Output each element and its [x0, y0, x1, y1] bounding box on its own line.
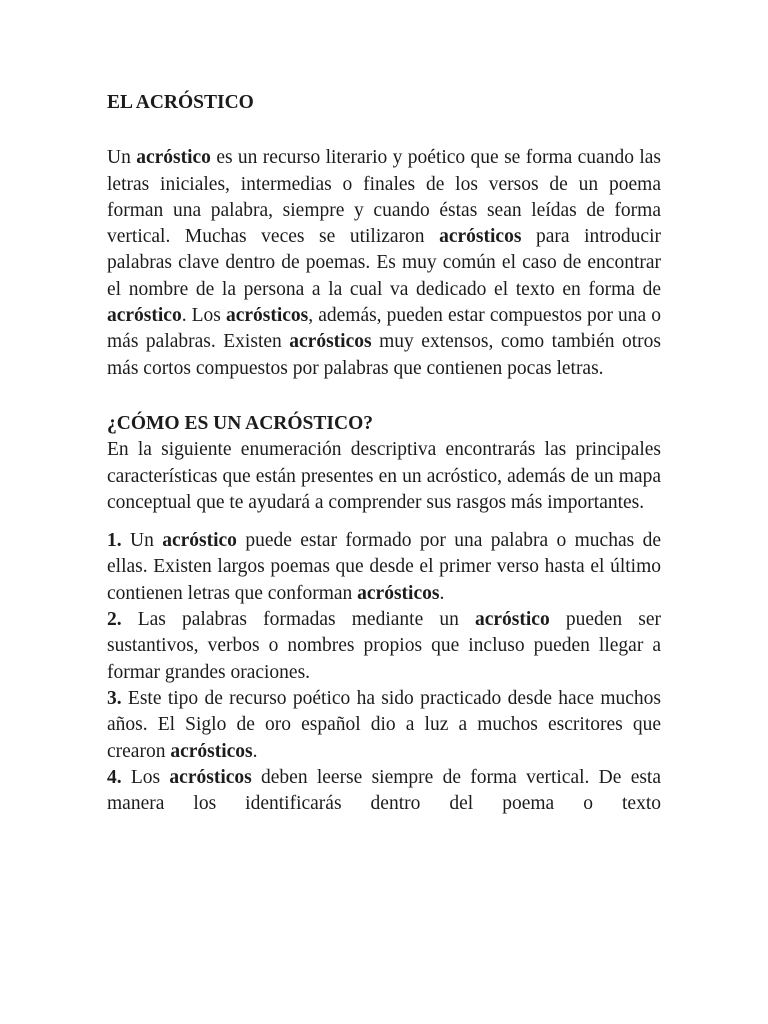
- intro-text: , además, pueden estar compuestos por una o más palabras. Existen: [107, 305, 661, 353]
- list-item: [107, 686, 661, 765]
- list-item-text: pueden ser sustantivos, verbos o nombres propios que incluso pueden llegar a formar grandes oraciones.: [107, 609, 661, 683]
- list-item-text: .: [252, 740, 258, 762]
- intro-keyword: acróstico: [136, 147, 211, 169]
- document-body: [107, 90, 661, 817]
- intro-text: para introducir palabras clave dentro de poemas. Es muy común el caso de encontrar el nombre de la persona a la cual va dedicado el texto en forma de: [107, 226, 661, 300]
- section-intro-paragraph: En la siguiente enumeración descriptiva encontrarás las principales características que están presentes en un acróstico, además de un mapa conceptual que te ayudará a comprender sus rasgos más importantes.: [107, 439, 661, 513]
- list-item-number: 3.: [107, 687, 122, 709]
- list-item: [107, 607, 661, 686]
- intro-text: Un: [107, 147, 137, 169]
- list-item-number: 4.: [107, 766, 122, 788]
- list-item-text: Las palabras formadas mediante un: [121, 609, 475, 631]
- list-item-number: 1.: [107, 530, 122, 552]
- list-item-keyword: acróstico: [474, 609, 550, 631]
- list-item-text: puede estar formado por una palabra o muchas de ellas. Existen largos poemas que desde el primer verso hasta el último contienen letras que conforman: [107, 530, 661, 604]
- list-item-keyword: acrósticos: [357, 582, 440, 604]
- intro-keyword: acrósticos: [289, 331, 372, 353]
- intro-keyword: acrósticos: [225, 305, 309, 327]
- list-item-text: deben leerse siempre de forma vertical. De esta manera los identificarás dentro del poema o texto: [107, 766, 662, 815]
- list-item-keyword: acrósticos: [169, 766, 252, 788]
- list-item-text: Un: [121, 530, 163, 552]
- intro-text: . Los: [181, 305, 226, 327]
- list-item: [107, 528, 661, 607]
- intro-text: muy extensos, como también otros más cortos compuestos por palabras que contienen pocas letras.: [107, 331, 661, 379]
- list-item-keyword: acróstico: [162, 530, 237, 552]
- list-item-text: .: [439, 582, 445, 604]
- list-item-keyword: acrósticos: [170, 740, 253, 762]
- intro-keyword: acróstico: [107, 305, 182, 327]
- document-title: EL ACRÓSTICO: [107, 92, 254, 113]
- list-item-number: 2.: [107, 609, 122, 631]
- intro-keyword: acrósticos: [439, 226, 522, 248]
- intro-text: es un recurso literario y poético que se forma cuando las letras iniciales, intermedias o finales de los versos de un poema forman una palabra, siempre y cuando éstas sean leídas de forma vertical. Muchas veces se utilizaron: [107, 147, 661, 248]
- list-item: [107, 765, 661, 818]
- list-item-text: Los: [121, 766, 170, 788]
- section-heading: ¿CÓMO ES UN ACRÓSTICO?: [107, 412, 373, 434]
- intro-paragraph: [107, 145, 661, 382]
- list-item-text: Este tipo de recurso poético ha sido practicado desde hace muchos años. El Siglo de oro español dio a luz a muchos escritores que crearon: [107, 687, 661, 762]
